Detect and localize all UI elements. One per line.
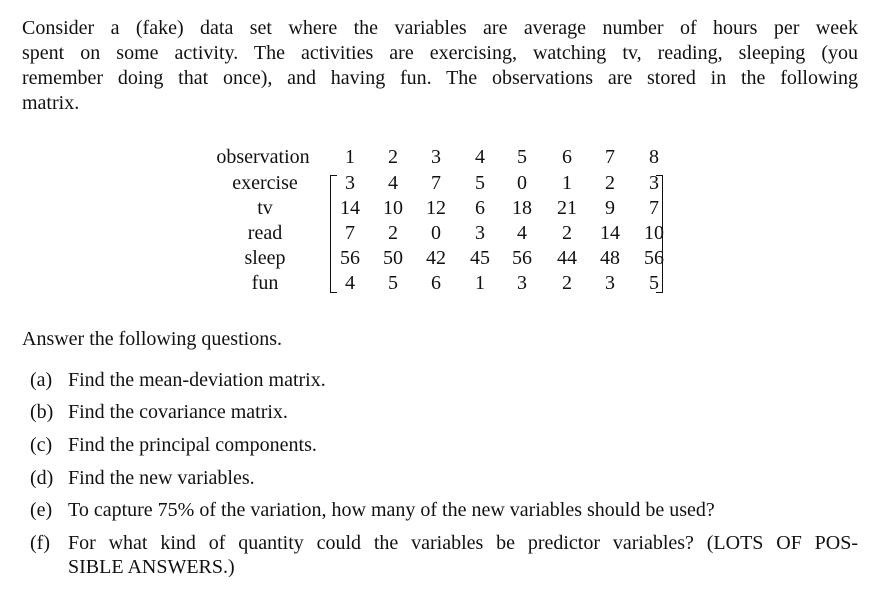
question-text: Find the new variables. (68, 467, 255, 489)
question-label: (c) (30, 434, 53, 456)
matrix-cell: 10 (383, 197, 403, 219)
matrix-cell: 14 (340, 197, 360, 219)
question-text: For what kind of quantity could the variables be predictor variables? (LOTS OF POS- (68, 532, 858, 554)
matrix-cell: 4 (345, 272, 355, 294)
row-label-tv: tv (257, 197, 273, 219)
matrix-cell: 3 (605, 272, 615, 294)
matrix-cell: 3 (517, 272, 527, 294)
row-label-exercise: exercise (232, 172, 298, 194)
observation-number: 7 (605, 146, 615, 168)
question-label: (d) (30, 467, 54, 489)
matrix-cell: 7 (345, 222, 355, 244)
observation-number: 6 (562, 146, 572, 168)
observation-number: 1 (345, 146, 355, 168)
matrix-cell: 5 (649, 272, 659, 294)
row-label-fun: fun (251, 272, 279, 294)
matrix-cell: 2 (562, 222, 572, 244)
matrix-cell: 4 (388, 172, 398, 194)
matrix-cell: 2 (605, 172, 615, 194)
question-text: Find the covariance matrix. (68, 401, 288, 423)
matrix-cell: 12 (426, 197, 446, 219)
matrix-cell: 1 (475, 272, 485, 294)
row-label-read: read (247, 222, 283, 244)
question-label: (a) (30, 369, 53, 391)
intro-line: remember doing that once), and having fun. The observations are stored in the following (22, 67, 858, 89)
observation-number: 5 (517, 146, 527, 168)
matrix-cell: 6 (431, 272, 441, 294)
question-text: SIBLE ANSWERS.) (68, 556, 235, 578)
matrix-cell: 18 (512, 197, 532, 219)
matrix-cell: 56 (340, 247, 360, 269)
question-label: (e) (30, 499, 53, 521)
matrix-cell: 4 (517, 222, 527, 244)
row-label-sleep: sleep (244, 247, 286, 269)
matrix-cell: 50 (383, 247, 403, 269)
matrix-cell: 56 (644, 247, 664, 269)
question-label: (b) (30, 401, 54, 423)
observation-number: 8 (649, 146, 659, 168)
intro-line: spent on some activity. The activities are exercising, watching tv, reading, sleeping (you (22, 42, 858, 64)
matrix-header-label: observation (216, 146, 310, 168)
matrix-cell: 7 (431, 172, 441, 194)
matrix-cell: 9 (605, 197, 615, 219)
matrix-cell: 3 (345, 172, 355, 194)
matrix-cell: 6 (475, 197, 485, 219)
matrix-cell: 21 (557, 197, 577, 219)
question-text: Find the principal components. (68, 434, 317, 456)
answer-intro: Answer the following questions. (22, 328, 282, 350)
matrix-cell: 44 (557, 247, 577, 269)
matrix-cell: 45 (470, 247, 490, 269)
intro-line: Consider a (fake) data set where the variables are average number of hours per week (22, 17, 858, 39)
matrix-cell: 3 (475, 222, 485, 244)
matrix-cell: 56 (512, 247, 532, 269)
matrix-cell: 1 (562, 172, 572, 194)
matrix-cell: 2 (388, 222, 398, 244)
matrix-cell: 0 (517, 172, 527, 194)
matrix-cell: 14 (600, 222, 620, 244)
matrix-cell: 2 (562, 272, 572, 294)
observation-number: 4 (475, 146, 485, 168)
matrix-cell: 7 (649, 197, 659, 219)
matrix-cell: 3 (649, 172, 659, 194)
matrix-cell: 5 (388, 272, 398, 294)
intro-line: matrix. (22, 92, 80, 114)
matrix-cell: 42 (426, 247, 446, 269)
question-label: (f) (30, 532, 50, 554)
question-text: Find the mean-deviation matrix. (68, 369, 326, 391)
matrix-cell: 0 (431, 222, 441, 244)
matrix-cell: 10 (644, 222, 664, 244)
observation-number: 2 (388, 146, 398, 168)
observation-number: 3 (431, 146, 441, 168)
matrix-cell: 5 (475, 172, 485, 194)
question-text: To capture 75% of the variation, how many of the new variables should be used? (68, 499, 715, 521)
matrix-cell: 48 (600, 247, 620, 269)
